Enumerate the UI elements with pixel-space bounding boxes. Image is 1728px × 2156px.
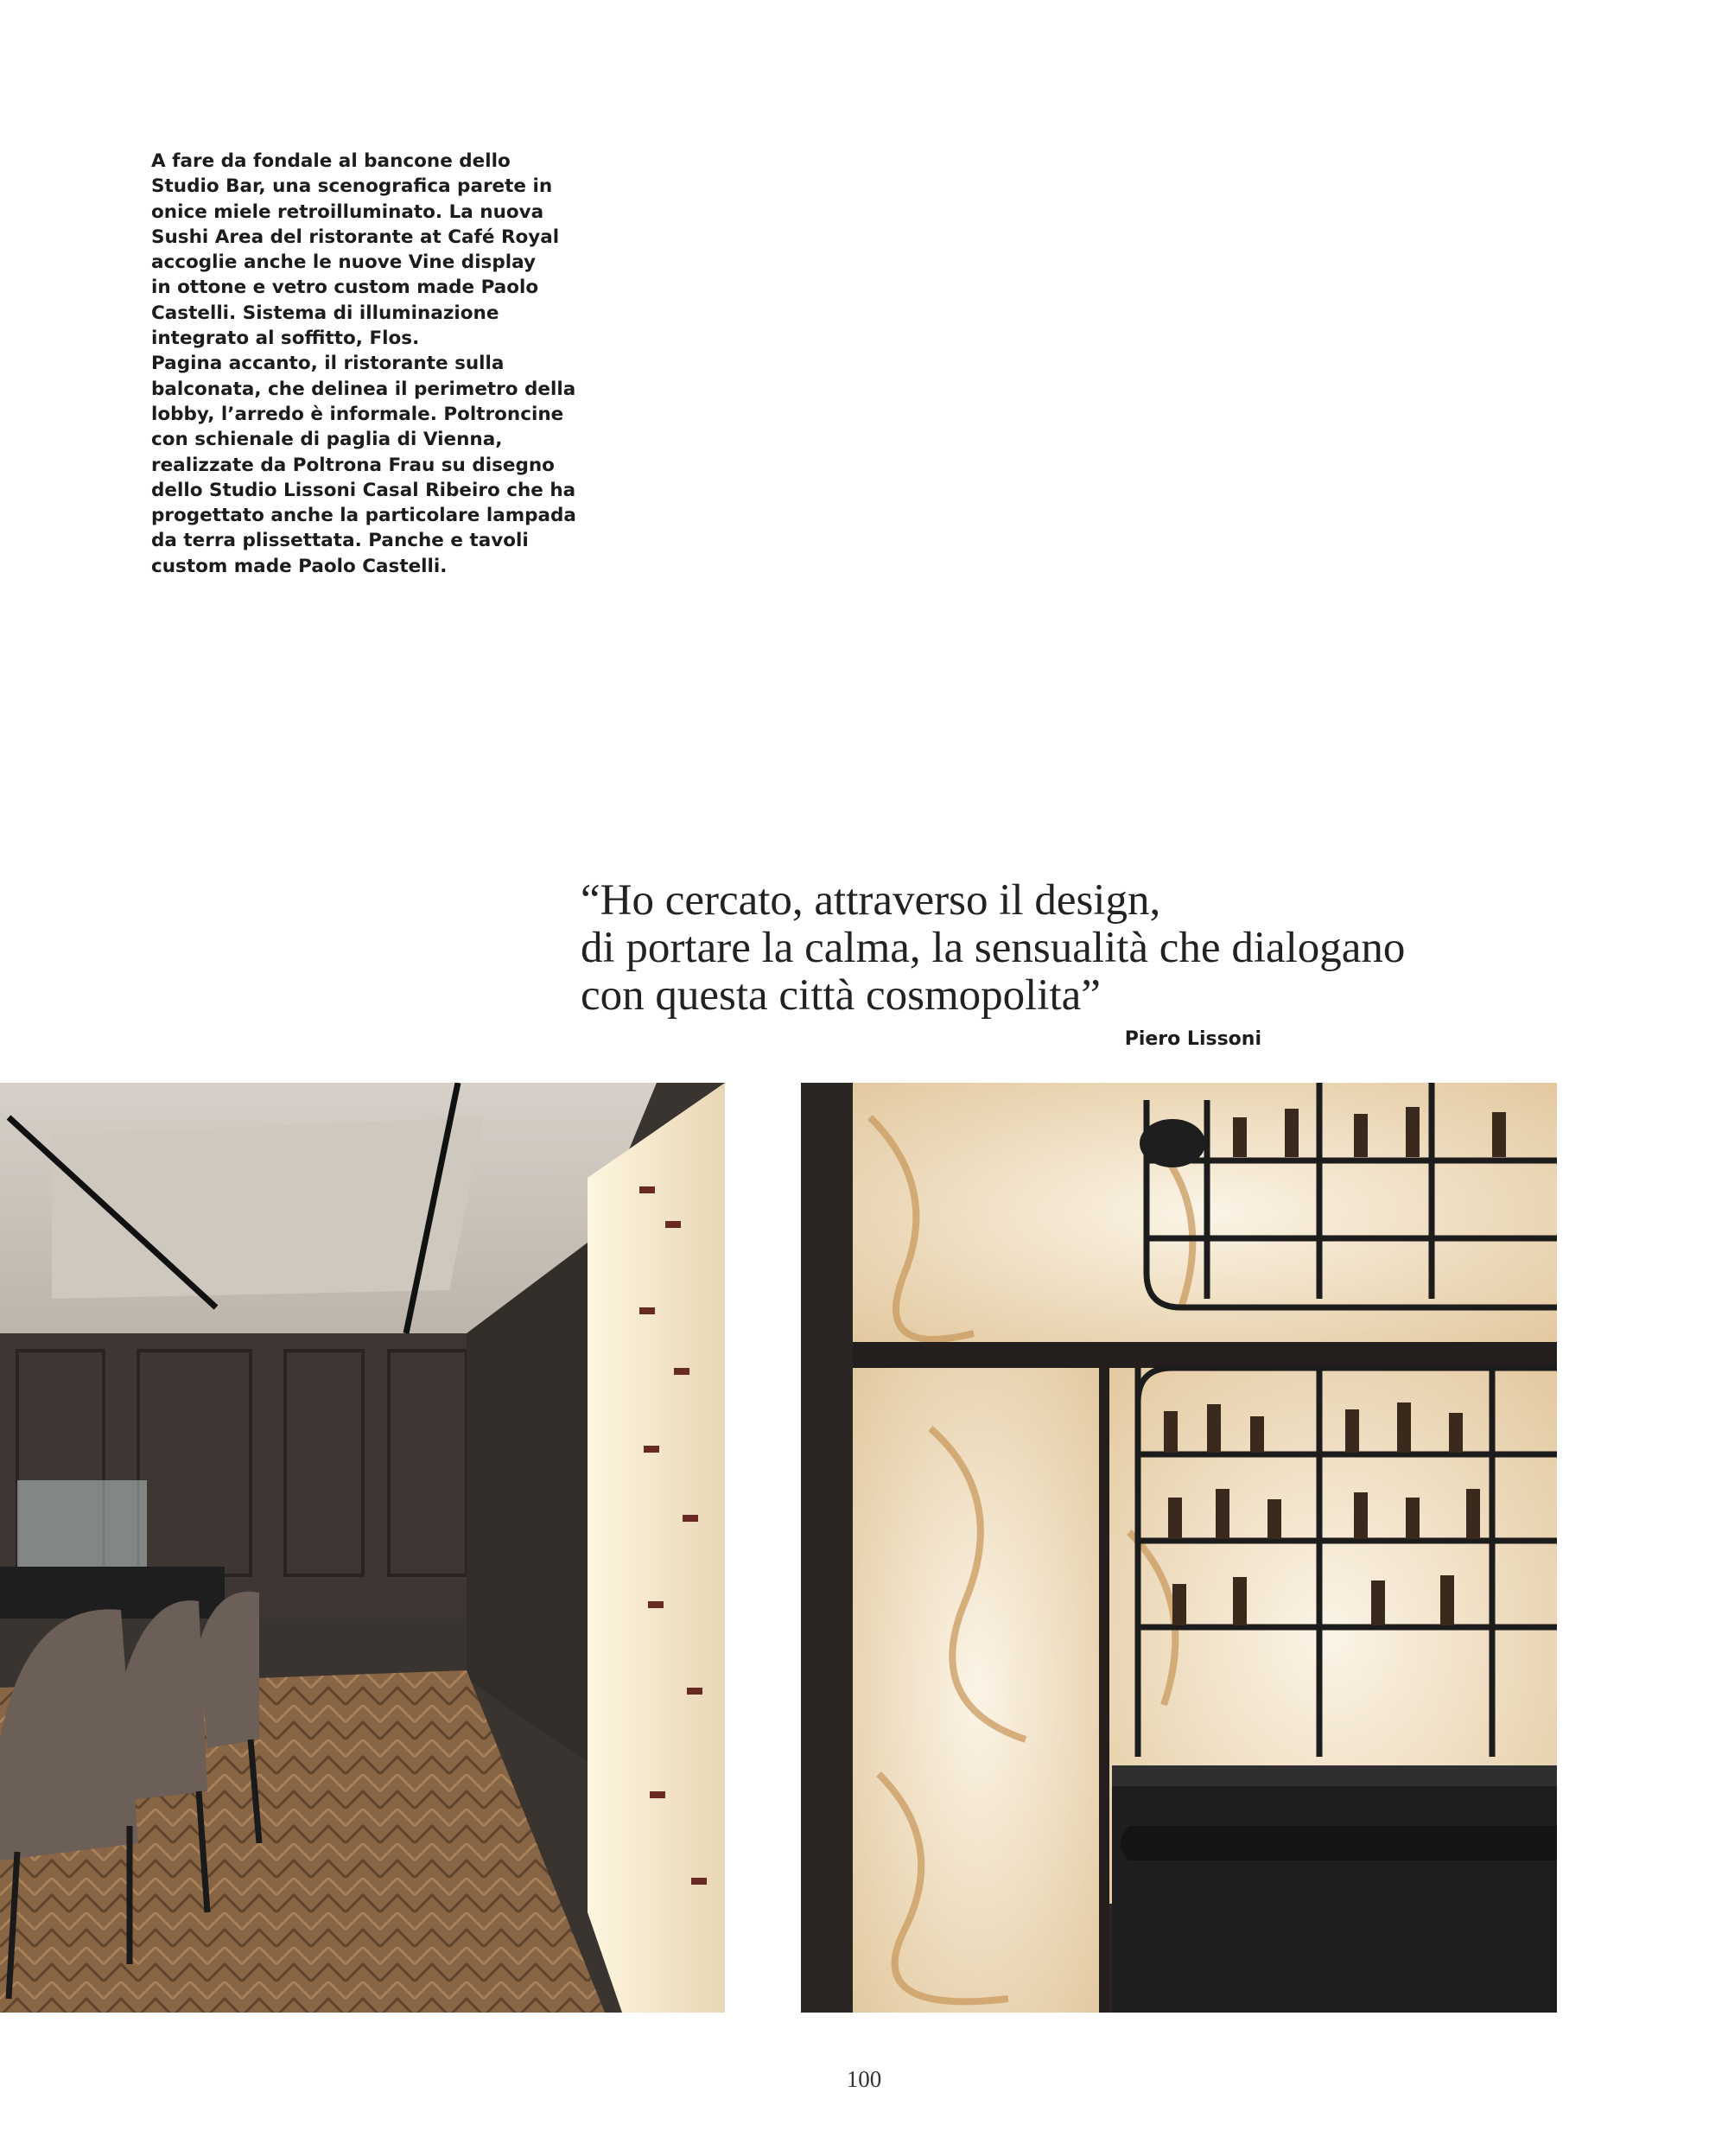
caption-line: da terra plissettata. Panche e tavoli — [151, 530, 529, 552]
caption-line: Studio Bar, una scenografica parete in — [151, 175, 553, 198]
quote-line: con questa città cosmopolita” — [581, 971, 1101, 1020]
caption-line: lobby, l’arredo è informale. Poltroncine — [151, 403, 564, 425]
page-number: 100 — [846, 2066, 882, 2092]
caption-line: integrato al soffitto, Flos. — [151, 328, 420, 350]
caption-line: custom made Paolo Castelli. — [151, 555, 448, 577]
caption-line: accoglie anche le nuove Vine display — [151, 251, 536, 274]
caption-line: Sushi Area del ristorante at Café Royal — [151, 226, 560, 248]
caption-line: onice miele retroilluminato. La nuova — [151, 200, 544, 223]
restaurant-illustration — [0, 1083, 725, 2013]
quote-line: “Ho cercato, attraverso il design, — [581, 876, 1161, 925]
caption-line: A fare da fondale al bancone dello — [151, 150, 511, 172]
bar-photo — [801, 1083, 1557, 2013]
restaurant-photo — [0, 1083, 725, 2013]
caption-line: con schienale di paglia di Vienna, — [151, 429, 503, 451]
caption-line: Castelli. Sistema di illuminazione — [151, 302, 499, 324]
quote-line: di portare la calma, la sensualità che dialogano — [581, 924, 1406, 972]
bar-illustration — [801, 1083, 1557, 2013]
photo-caption — [151, 149, 583, 579]
caption-line: progettato anche la particolare lampada — [151, 505, 576, 527]
caption-line: in ottone e vetro custom made Paolo — [151, 277, 539, 299]
caption-line: Pagina accanto, il ristorante sulla — [151, 353, 505, 375]
caption-line: balconata, che delinea il perimetro della — [151, 378, 576, 400]
caption-line: dello Studio Lissoni Casal Ribeiro che ha — [151, 479, 576, 501]
caption-line: realizzate da Poltrona Frau su disegno — [151, 454, 555, 476]
pull-quote — [581, 877, 1617, 1020]
quote-author: Piero Lissoni — [1124, 1028, 1261, 1050]
